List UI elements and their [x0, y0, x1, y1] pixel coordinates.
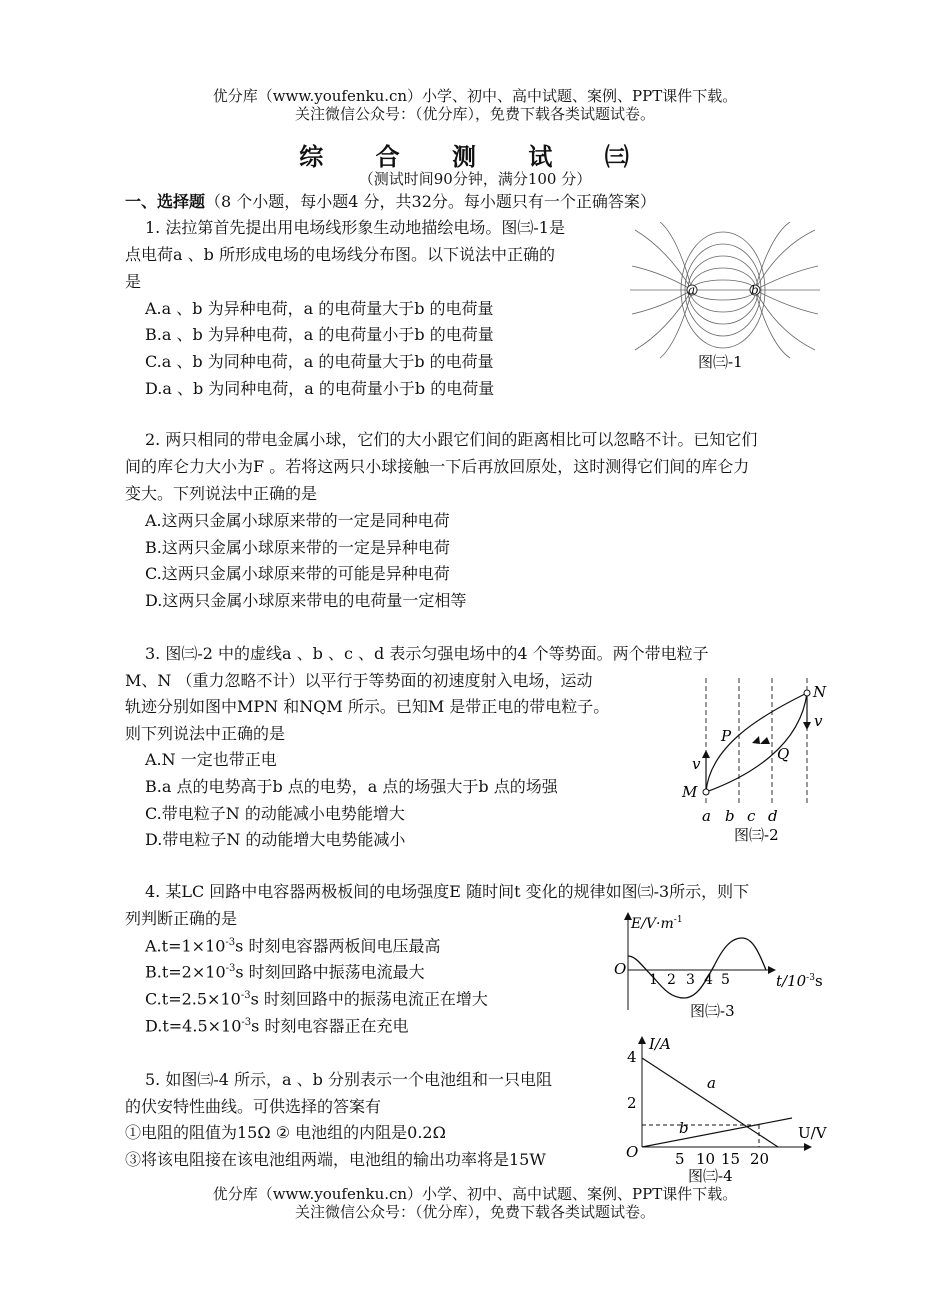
q4-c-exp: -3 [240, 990, 251, 1001]
q1-stem-3: 是 [125, 272, 142, 291]
q4-a-pre: A.t=1×10 [145, 936, 226, 956]
fig3-ylabel-exp: -1 [673, 915, 683, 925]
q1-option-c: C.a 、b 为同种电荷，a 的电荷量大于b 的电荷量 [145, 352, 494, 371]
figure-1-caption: 图㈢-1 [698, 353, 743, 371]
label-v-right: v [814, 712, 823, 730]
q3-stem-1: 3. 图㈢-2 中的虚线a 、b 、c 、d 表示匀强电场中的4 个等势面。两个带电粒子 [145, 644, 709, 663]
plane-a: a [702, 807, 711, 825]
q1-option-a: A.a 、b 为异种电荷，a 的电荷量大于b 的电荷量 [145, 299, 494, 318]
q4-option-a [145, 938, 440, 954]
section-title: 一、选择题 [125, 192, 206, 211]
label-v-left: v [692, 755, 701, 773]
line-b-resistor [642, 1118, 792, 1147]
q3-option-c: C.带电粒子N 的动能减小电势能增大 [145, 804, 405, 823]
q3-option-b: B.a 点的电势高于b 点的电势，a 点的场强大于b 点的场强 [145, 777, 558, 796]
q3-option-d: D.带电粒子N 的动能增大电势能减小 [145, 830, 406, 849]
fig3-xlabel-main: t/10 [776, 972, 807, 990]
figure-equipotential [680, 676, 830, 848]
footer-line-1: 优分库（www.youfenku.cn）小学、初中、高中试题、案例、PPT课件下载。 [212, 1185, 738, 1203]
q3-stem-4: 则下列说法中正确的是 [125, 724, 286, 743]
fig4-xtick-20: 20 [750, 1150, 770, 1168]
q2-stem-3: 变大。下列说法中正确的是 [125, 484, 318, 503]
q2-stem-2: 间的库仑力大小为F 。若将这两只小球接触一下后再放回原处，这时测得它们间的库仑力 [125, 457, 750, 476]
q4-d-pre: D.t=4.5×10 [145, 1016, 242, 1036]
q4-option-d [145, 1018, 408, 1034]
q5-stem-1: 5. 如图㈢-4 所示，a 、b 分别表示一个电池组和一只电阻 [145, 1070, 552, 1089]
fig3-origin: O [614, 960, 627, 978]
figure-2-caption: 图㈢-2 [734, 826, 779, 844]
fig3-xlabel-unit: s [814, 972, 823, 990]
fig4-xtick-5: 5 [675, 1150, 685, 1168]
q4-a-post: s 时刻电容器两板间电压最高 [235, 936, 441, 956]
fig3-xlabel-exp: -3 [806, 973, 815, 983]
q1-stem-2: 点电荷a 、b 所形成电场的电场线分布图。以下说法中正确的 [125, 245, 555, 264]
figure-i-u-graph [622, 1032, 832, 1194]
q5-stem-2: 的伏安特性曲线。可供选择的答案有 [125, 1097, 382, 1116]
q4-d-exp: -3 [241, 1017, 252, 1028]
fig3-ylabel-main: E/V·m [631, 916, 674, 932]
label-m: M [682, 783, 698, 801]
q4-stem-1: 4. 某LC 回路中电容器两极板间的电场强度E 随时间t 变化的规律如图㈢-3所示，则下 [145, 882, 750, 901]
q2-option-b: B.这两只金属小球原来带的一定是异种电荷 [145, 538, 450, 557]
fig3-tick-2: 2 [667, 972, 676, 988]
q4-stem-2: 列判断正确的是 [125, 909, 238, 928]
fig4-xtick-10: 10 [696, 1150, 716, 1168]
q1-option-d: D.a 、b 为同种电荷，a 的电荷量小于b 的电荷量 [145, 379, 495, 398]
section-heading [125, 194, 656, 210]
q4-option-c [145, 991, 488, 1007]
q2-stem-1: 2. 两只相同的带电金属小球，它们的大小跟它们间的距离相比可以忽略不计。已知它们 [145, 430, 758, 449]
page-subtitle: （测试时间90分钟，满分100 分） [358, 170, 592, 188]
q5-choice-3: ③将该电阻接在该电池组两端，电池组的输出功率将是15W [125, 1150, 546, 1169]
plane-c: c [747, 807, 756, 825]
fig3-tick-4: 4 [704, 972, 713, 988]
q1-option-b: B.a 、b 为异种电荷，a 的电荷量小于b 的电荷量 [145, 325, 494, 344]
charge-b-label: b [751, 283, 759, 297]
q3-option-a: A.N 一定也带正电 [145, 750, 277, 769]
q2-option-a: A.这两只金属小球原来带的一定是同种电荷 [145, 511, 450, 530]
q2-option-c: C.这两只金属小球原来带的可能是异种电荷 [145, 564, 450, 583]
e-t-curve [628, 938, 766, 998]
q4-c-pre: C.t=2.5×10 [145, 989, 241, 1009]
footer-line-2: 关注微信公众号：（优分库），免费下载各类试题试卷。 [294, 1203, 655, 1221]
q3-stem-3: 轨迹分别如图中MPN 和NQM 所示。已知M 是带正电的带电粒子。 [125, 697, 610, 716]
page-title: 综 合 测 试 ㈢ [299, 142, 651, 171]
fig4-xlabel: U/V [798, 1124, 827, 1142]
q4-c-post: s 时刻回路中的振荡电流正在增大 [250, 989, 488, 1009]
fig3-ylabel [630, 915, 683, 932]
charge-a-label: a [688, 283, 696, 297]
fig4-ylabel: I/A [649, 1035, 671, 1053]
q3-stem-2: M、N （重力忽略不计）以平行于等势面的初速度射入电场，运动 [125, 671, 593, 690]
plane-d: d [768, 807, 778, 825]
q5-choice-1-2: ①电阻的阻值为15Ω ② 电池组的内阻是0.2Ω [125, 1123, 446, 1142]
label-q: Q [777, 745, 790, 763]
figure-3-caption: 图㈢-3 [690, 1002, 735, 1020]
q4-b-post: s 时刻回路中振荡电流最大 [235, 962, 425, 982]
fig3-tick-1: 1 [649, 972, 658, 988]
header-line-2: 关注微信公众号：（优分库），免费下载各类试题试卷。 [294, 105, 655, 123]
fig3-tick-5: 5 [721, 972, 730, 988]
label-p: P [721, 727, 732, 745]
plane-b: b [725, 807, 735, 825]
figure-4-caption: 图㈢-4 [688, 1167, 733, 1185]
q1-stem-1: 1. 法拉第首先提出用电场线形象生动地描绘电场。图㈢-1是 [145, 218, 565, 237]
fig4-label-a: a [707, 1074, 716, 1092]
fig4-xtick-15: 15 [721, 1150, 741, 1168]
fig4-label-b: b [679, 1119, 689, 1137]
fig3-xlabel [776, 972, 823, 990]
fig4-ytick-2: 2 [627, 1094, 637, 1112]
figure-e-t-graph [606, 910, 836, 1022]
q4-b-exp: -3 [225, 963, 236, 974]
figure-field-lines [630, 222, 820, 377]
q2-option-d: D.这两只金属小球原来带电的电荷量一定相等 [145, 591, 467, 610]
fig3-tick-3: 3 [686, 972, 695, 988]
q4-d-post: s 时刻电容器正在充电 [251, 1016, 409, 1036]
header-line-1: 优分库（www.youfenku.cn）小学、初中、高中试题、案例、PPT课件下载。 [212, 87, 738, 105]
q4-a-exp: -3 [225, 937, 236, 948]
section-desc: （8 个小题，每小题4 分，共32分。每小题只有一个正确答案） [205, 192, 656, 211]
q4-b-pre: B.t=2×10 [145, 962, 226, 982]
fig4-origin: O [626, 1143, 639, 1161]
q4-option-b [145, 964, 425, 980]
fig4-ytick-4: 4 [627, 1048, 637, 1066]
label-n: N [813, 683, 827, 701]
